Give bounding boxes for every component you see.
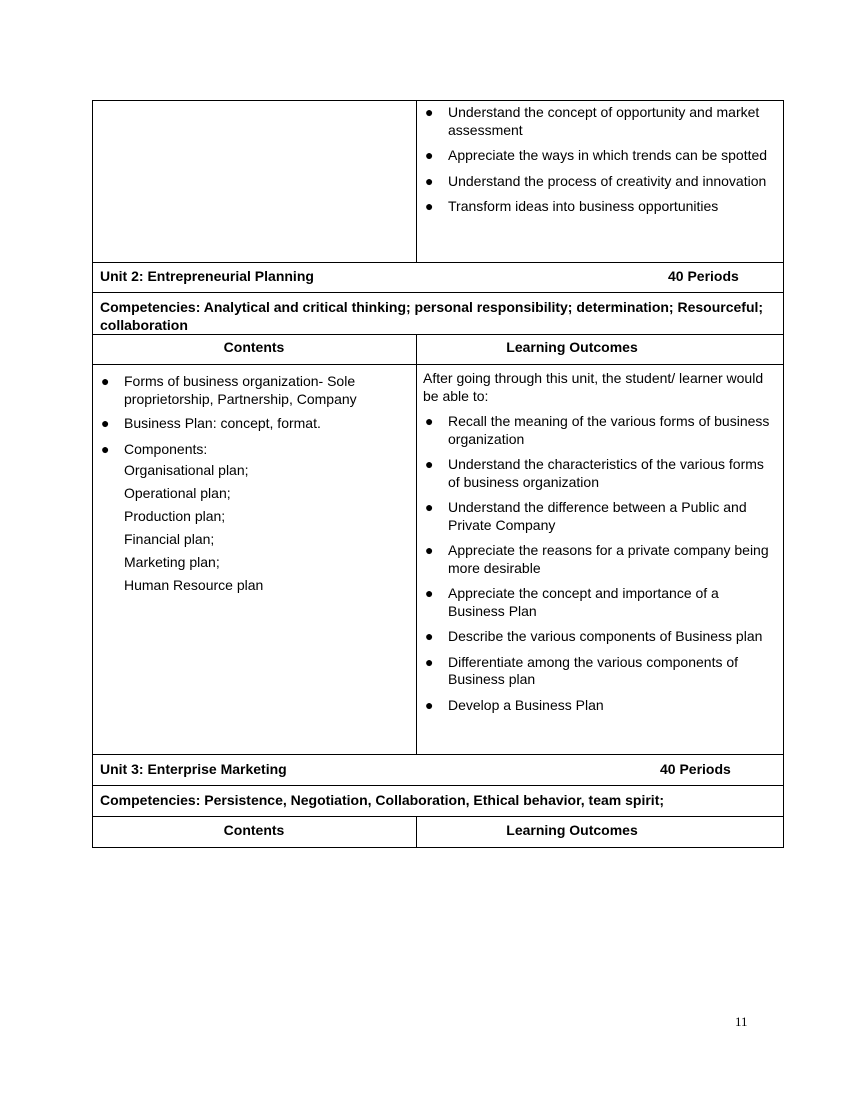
list-item: Organisational plan; (124, 462, 249, 478)
unit3-competencies: Competencies: Persistence, Negotiation, Collaboration, Ethical behavior, team spirit; (100, 792, 665, 808)
list-item: ● Understand the characteristics of the various forms of business organization (425, 456, 764, 490)
bullet-icon: ● (425, 413, 434, 429)
unit3-contents-header: Contents (223, 822, 285, 838)
bullet-icon: ● (425, 172, 434, 189)
unit2-contents-list (99, 373, 399, 458)
row-divider (92, 785, 784, 786)
list-item: ● Describe the various components of Business plan (425, 628, 763, 644)
page-number: 11 (735, 1014, 748, 1029)
unit2-contents-header: Contents (223, 339, 285, 355)
list-item: ● Transform ideas into business opportunities (425, 198, 719, 214)
table-border-bottom (92, 847, 784, 848)
bullet-icon: ● (425, 456, 434, 472)
components-list (99, 459, 399, 597)
bullet-icon: ● (425, 696, 434, 713)
table-border-left (92, 100, 93, 848)
unit2-outcomes-header: Learning Outcomes (506, 339, 638, 355)
table-border-top (92, 100, 784, 101)
unit2-outcomes-cell (423, 370, 779, 714)
list-item: Operational plan; (124, 485, 231, 501)
bullet-icon: ● (425, 628, 434, 644)
list-item: Production plan; (124, 508, 226, 524)
list-item: ● Recall the meaning of the various forms of business organization (425, 413, 770, 447)
bullet-icon: ● (425, 198, 434, 214)
table-border-right (783, 100, 784, 848)
unit2-contents-cell (99, 373, 399, 597)
unit2-competencies: Competencies: Analytical and critical thinking; personal responsibility; determination; Resourceful; collaboration (100, 299, 764, 333)
list-item: ● Differentiate among the various components of Business plan (425, 653, 739, 687)
column-divider (416, 334, 417, 754)
bullet-icon: ● (425, 585, 434, 601)
list-item: Human Resource plan (124, 577, 264, 593)
list-item: Marketing plan; (124, 554, 220, 570)
bullet-icon: ● (425, 653, 434, 670)
unit2-outcomes-list (423, 413, 779, 714)
unit2-title: Unit 2: Entrepreneurial Planning (100, 268, 314, 284)
bullet-icon: ● (101, 415, 110, 431)
list-item: ● Understand the process of creativity and innovation (425, 172, 767, 189)
list-item: ● Understand the difference between a Public and Private Company (425, 499, 747, 533)
list-item: ● Appreciate the ways in which trends can be spotted (425, 147, 768, 163)
row-divider (92, 334, 784, 335)
list-item: ● Forms of business organization- Sole proprietorship, Partnership, Company (101, 373, 357, 407)
row-divider (92, 262, 784, 263)
list-item: ● Business Plan: concept, format. (101, 415, 321, 431)
bullet-icon: ● (425, 499, 434, 515)
unit3-outcomes-header: Learning Outcomes (506, 822, 638, 838)
list-item: ● Appreciate the concept and importance of a Business Plan (425, 585, 719, 619)
list-item: ● Components: (101, 440, 208, 457)
bullet-icon: ● (425, 147, 434, 163)
row-divider (92, 754, 784, 755)
unit2-periods: 40 Periods (668, 268, 739, 284)
list-item: ● Understand the concept of opportunity and market assessment (425, 104, 760, 138)
row-divider (92, 292, 784, 293)
list-item: Financial plan; (124, 531, 215, 547)
unit3-periods: 40 Periods (660, 761, 731, 777)
bullet-icon: ● (425, 542, 434, 558)
unit3-title: Unit 3: Enterprise Marketing (100, 761, 287, 777)
bullet-icon: ● (101, 440, 110, 457)
row-divider (92, 816, 784, 817)
row-divider (92, 364, 784, 365)
bullet-icon: ● (425, 104, 434, 120)
column-divider (416, 100, 417, 262)
top-outcomes-list (423, 104, 779, 216)
outcomes-intro: After going through this unit, the student/ learner would be able to: (423, 370, 764, 404)
top-outcomes-cell (423, 104, 779, 216)
list-item: ● Develop a Business Plan (425, 696, 604, 713)
list-item: ● Appreciate the reasons for a private company being more desirable (425, 542, 769, 576)
bullet-icon: ● (101, 373, 110, 389)
